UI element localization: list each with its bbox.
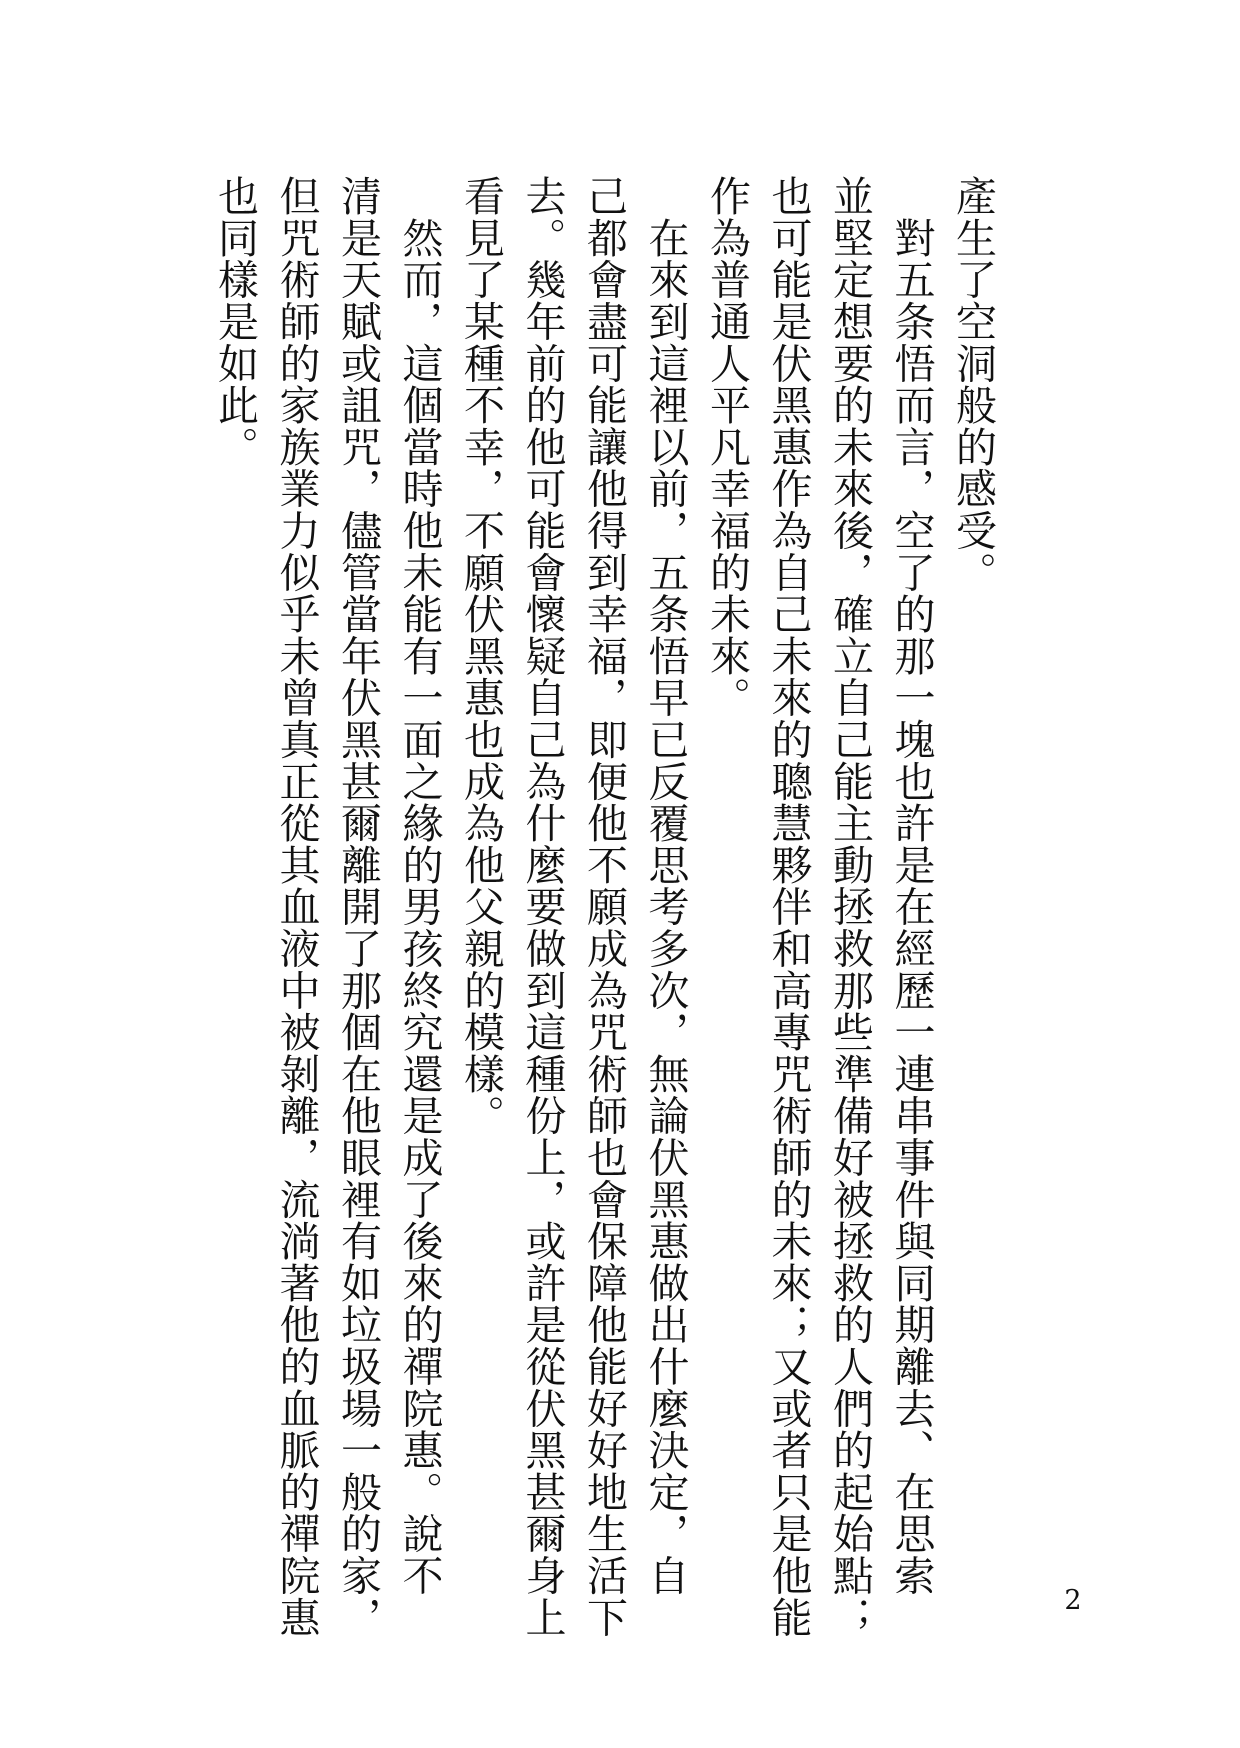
text-line: 己都會盡可能讓他得到幸福，即便他不願成為咒術師也會保障他能好好地生活下 bbox=[580, 175, 628, 1638]
text-line: 然而，這個當時他未能有一面之緣的男孩終究還是成了後來的禪院惠。說不 bbox=[395, 175, 444, 1597]
page-number: 2 bbox=[1064, 1585, 1082, 1616]
text-line: 看見了某種不幸，不願伏黑惠也成為他父親的模樣。 bbox=[457, 175, 505, 1137]
text-line: 作為普通人平凡幸福的未來。 bbox=[703, 175, 751, 719]
text-line: 也可能是伏黑惠作為自己未來的聰慧夥伴和高專咒術師的未來；又或者只是他能 bbox=[764, 175, 813, 1638]
text-line: 並堅定想要的未來後，確立自己能主動拯救那些準備好被拯救的人們的起始點； bbox=[826, 175, 874, 1638]
text-line: 去。幾年前的他可能會懷疑自己為什麼要做到這種份上，或許是從伏黑甚爾身上 bbox=[518, 175, 567, 1638]
text-line: 但咒術師的家族業力似乎未曾真正從其血液中被剝離，流淌著他的血脈的禪院惠 bbox=[272, 175, 321, 1638]
text-line: 產生了空洞般的感受。 bbox=[949, 175, 997, 593]
text-line: 清是天賦或詛咒，儘管當年伏黑甚爾離開了那個在他眼裡有如垃圾場一般的家， bbox=[334, 175, 382, 1638]
text-line: 在來到這裡以前，五条悟早已反覆思考多次，無論伏黑惠做出什麼決定，自 bbox=[641, 175, 690, 1597]
text-line: 對五条悟而言，空了的那一塊也許是在經歷一連串事件與同期離去、在思索 bbox=[887, 175, 936, 1597]
body-text bbox=[204, 175, 1004, 1638]
text-line: 也同樣是如此。 bbox=[211, 175, 259, 468]
